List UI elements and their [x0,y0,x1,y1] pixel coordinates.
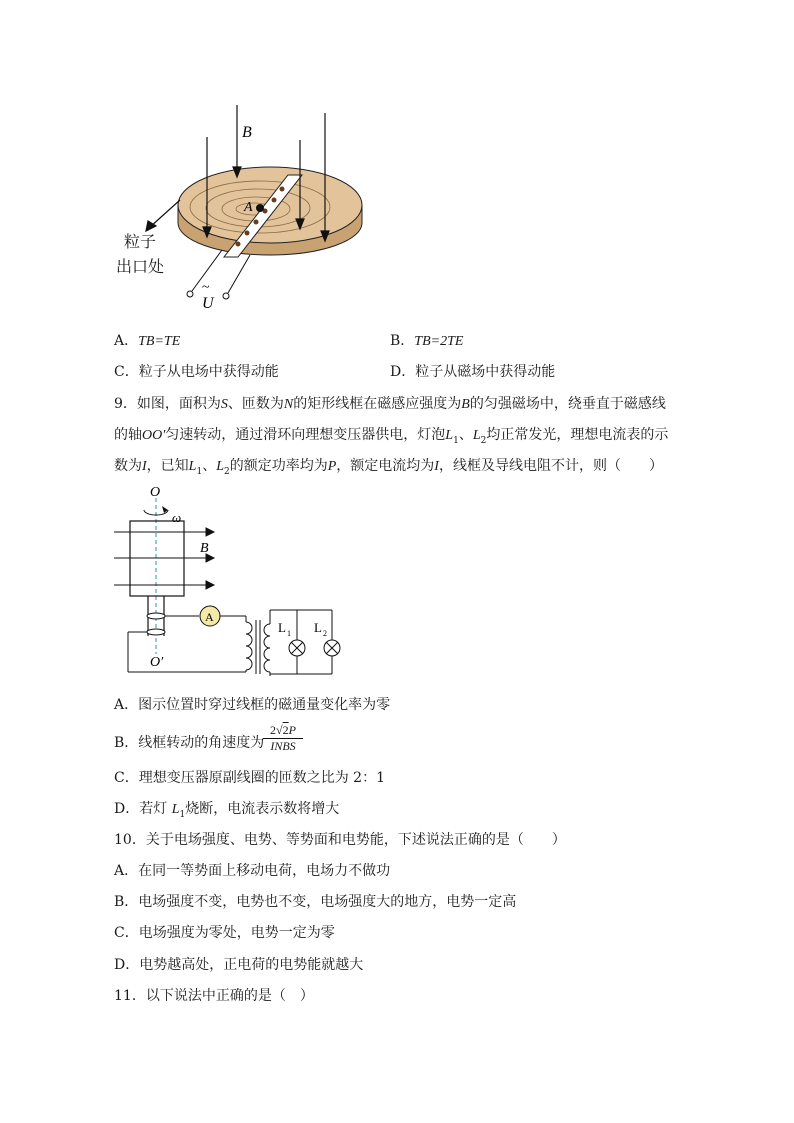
label-b-field: B [200,541,209,556]
q8-option-a[interactable] [114,331,180,352]
label-l2: L [314,620,322,635]
q9-option-a[interactable] [114,695,390,715]
label-tilde: ~ [202,280,210,295]
option-letter: B． [114,735,139,751]
label-particle: 粒子 [124,232,157,251]
option-letter: D． [114,957,140,973]
option-text: 图示位置时穿过线框的磁通量变化率为零 [138,697,391,713]
label-a: A [244,200,253,215]
q10-stem: 10．关于电场强度、电势、等势面和电势能，下述说法正确的是（ ） [114,832,566,848]
label-o-prime: O′ [150,655,164,670]
q8-option-b[interactable] [390,331,463,352]
ammeter-label: A [205,610,214,624]
cyclotron-figure [110,105,380,320]
q9-option-b[interactable] [114,733,264,753]
option-letter: D． [114,801,140,817]
label-o: O [150,486,161,500]
q10-option-b[interactable] [114,892,516,912]
option-text: TB=TE [138,334,181,349]
option-letter: D． [390,364,416,380]
option-text: 电场强度不变，电势也不变，电场强度大的地方，电势一定高 [138,894,517,910]
q9-stem-line2: 的轴OO′匀速转动，通过滑环向理想变压器供电，灯泡$L_1$、$L_2$均正常发光，理想电流表的示 [114,427,669,446]
label-u: U [202,295,214,312]
label-l1: L [278,620,286,635]
label-exit: 出口处 [116,257,165,276]
q8-option-c[interactable] [114,362,279,382]
q9-stem-line1: 9．如图，面积为S、匝数为N的矩形线框在磁感应强度为B的匀强磁场中，绕垂直于磁感线 [114,396,666,412]
q10-option-c[interactable] [114,923,335,943]
q10-option-d[interactable] [114,955,363,975]
q11-stem: 11．以下说法中正确的是（ ） [114,988,314,1004]
option-text: 电势越高处，正电荷的电势能就越大 [139,957,364,973]
option-letter: A． [114,863,139,879]
point-a [256,204,264,212]
q9-stem-line3: 数为I，已知$L_1$、$L_2$的额定功率均为P，额定电流均为I，线框及导线电阻不计，则（ ） [114,458,663,477]
option-letter: C． [114,770,139,786]
svg-text:2: 2 [323,629,327,638]
option-text: 电场强度为零处，电势一定为零 [138,925,335,941]
q9-option-d[interactable]: D．若灯 $L_1$烧断，电流表示数将增大 [114,801,340,820]
q8-option-d[interactable] [390,362,555,382]
fraction-numerator: 2√2P [263,723,303,739]
label-b: B [242,124,252,141]
svg-text:1: 1 [287,629,291,638]
q9-option-c[interactable] [114,768,385,788]
option-text: 线框转动的角速度为 [138,735,265,751]
option-letter: C． [114,925,139,941]
option-text: 理想变压器原副线圈的匝数之比为 2：1 [138,770,385,786]
option-letter: A． [114,333,139,349]
option-text: 在同一等势面上移动电荷，电场力不做功 [138,863,391,879]
option-letter: B． [390,333,415,349]
option-text: 粒子从磁场中获得动能 [415,364,556,380]
fraction-denominator: INBS [270,739,296,753]
option-letter: A． [114,697,139,713]
option-text: 粒子从电场中获得动能 [138,364,279,380]
option-letter: B． [114,894,139,910]
generator-circuit-figure [110,486,360,676]
q10-option-a[interactable] [114,861,390,881]
omega-fraction [263,723,303,753]
label-omega: ω [172,510,182,525]
option-text: TB=2TE [414,334,464,349]
option-letter: C． [114,364,139,380]
